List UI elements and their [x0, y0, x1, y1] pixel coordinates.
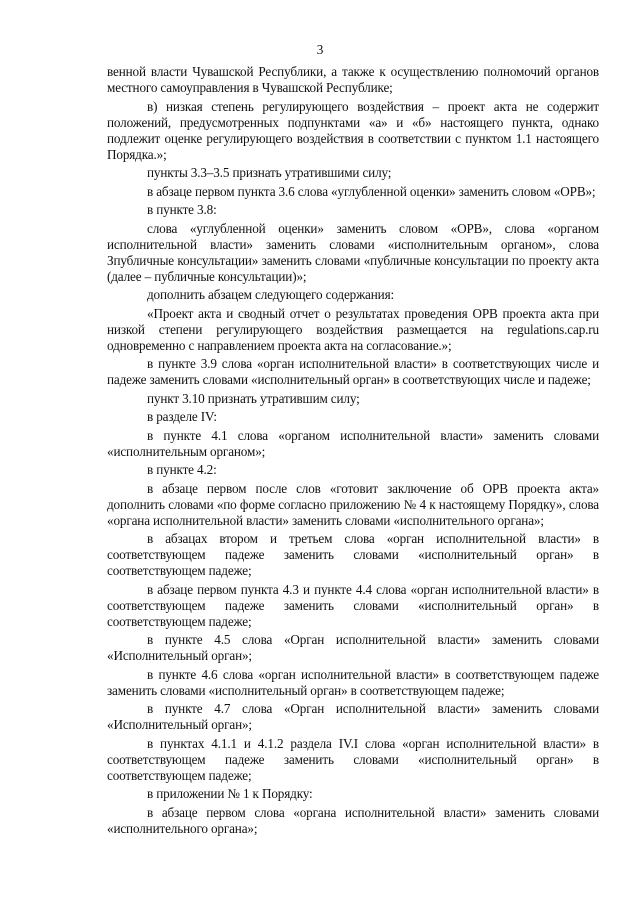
paragraph: в приложении № 1 к Порядку: [147, 786, 313, 801]
paragraph: слова «углубленной оценки» заменить словом «ОРВ», слова «органом исполнительной власти» заменить словами «исполнительным органом», слова Зпубличные консультации» заменить словами «публичные консультации по проекту акта (далее – публичные консультации)»; [107, 220, 599, 284]
paragraph: пункты 3.3–3.5 признать утратившими силу; [147, 165, 392, 180]
paragraph: в пункте 3.9 слова «орган исполнительной власти» в соответствующих числе и падеже заменить словами «исполнительный орган» в соответствующих числе и падеже; [107, 356, 599, 387]
paragraph: в) низкая степень регулирующего воздействия – проект акта не содержит положений, предусмотренных подпунктами «а» и «б» настоящего пункта, однако подлежит оценке регулирующего воздействия в соответствии с пунктом 1.1 настоящего Порядка.»; [107, 98, 599, 162]
paragraph: в пункте 4.5 слова «Орган исполнительной власти» заменить словами «Исполнительный орган»; [107, 632, 599, 663]
paragraph: в абзаце первом пункта 3.6 слова «углубленной оценки» заменить словом «ОРВ»; [147, 183, 596, 199]
paragraph: в пункте 4.7 слова «Орган исполнительной власти» заменить словами «Исполнительный орган»; [107, 701, 599, 732]
page-number: 3 [316, 42, 324, 57]
paragraph: в абзацах втором и третьем слова «орган исполнительной власти» в соответствующем падеже заменить словами «исполнительный орган» в соответствующем падеже; [107, 531, 599, 578]
paragraph: в пункте 3.8: [147, 202, 217, 217]
paragraph: в разделе IV: [147, 409, 217, 424]
paragraph: в пункте 4.2: [147, 462, 217, 477]
paragraph: венной власти Чувашской Республики, а также к осуществлению полномочий органов местного самоуправления в Чувашской Республике; [107, 64, 599, 95]
paragraph: в абзаце первом слова «органа исполнительной власти» заменить словами «исполнительного органа»; [107, 804, 599, 836]
document-body [107, 64, 599, 839]
paragraph: пункт 3.10 признать утратившим силу; [147, 390, 360, 406]
paragraph: в пункте 4.1 слова «органом исполнительной власти» заменить словами «исполнительным органом»; [107, 427, 599, 459]
paragraph: дополнить абзацем следующего содержания: [147, 287, 395, 302]
paragraph: «Проект акта и сводный отчет о результатах проведения ОРВ проекта акта при низкой степени регулирующего воздействия размещается на regulations.cap.ru одновременно с направлением проекта акта на согласование.»; [107, 305, 599, 353]
paragraph: в пункте 4.6 слова «орган исполнительной власти» в соответствующем падеже заменить словами «исполнительный орган» в соответствующем падеже; [107, 666, 599, 698]
paragraph: в пунктах 4.1.1 и 4.1.2 раздела IV.I слова «орган исполнительной власти» в соответствующем падеже заменить словами «исполнительный орган» в соответствующем падеже; [107, 735, 599, 783]
paragraph: в абзаце первом после слов «готовит заключение об ОРВ проекта акта» дополнить словами «по форме согласно приложению № 4 к настоящему Порядку», слова «органа исполнительной власти» заменить словами «исполнительного органа»; [107, 480, 599, 528]
paragraph: в абзаце первом пункта 4.3 и пункте 4.4 слова «орган исполнительной власти» в соответствующем падеже заменить словами «исполнительный орган» в соответствующем падеже; [107, 581, 599, 629]
